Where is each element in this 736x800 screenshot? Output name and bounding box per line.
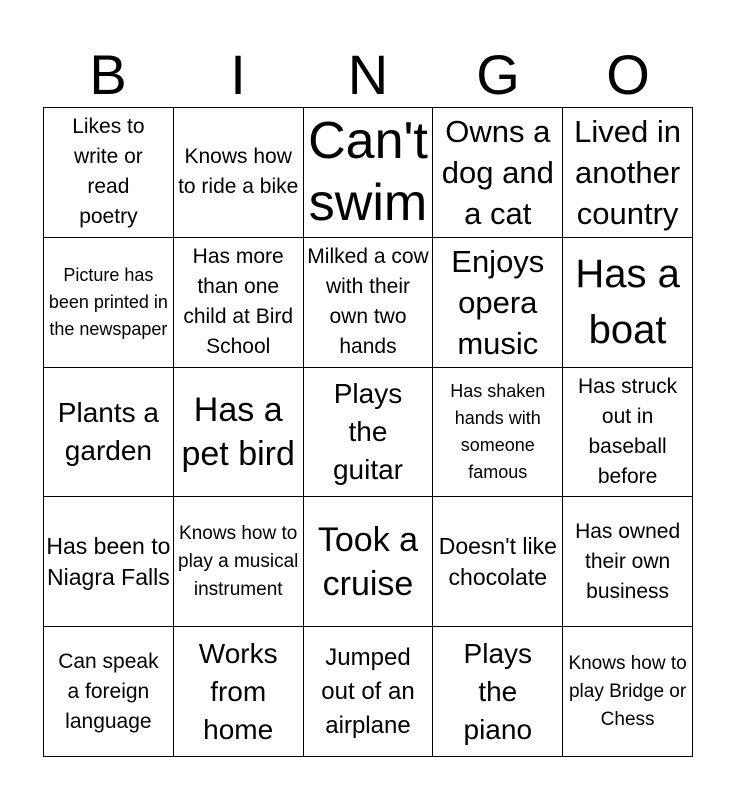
bingo-cell-r2-c5[interactable] bbox=[563, 238, 693, 368]
cell-text: Took a cruise bbox=[317, 520, 419, 603]
header-letter-b: B bbox=[89, 43, 127, 106]
cell-text: Doesn't like chocolate bbox=[438, 532, 557, 590]
header-letter-g: G bbox=[476, 43, 520, 106]
cell-text: Jumped out of an airplane bbox=[321, 643, 415, 739]
bingo-cell-r4-c4[interactable] bbox=[433, 497, 563, 627]
bingo-cell-r1-c2[interactable] bbox=[174, 108, 304, 238]
cell-text: Likes to write or read poetry bbox=[72, 115, 145, 229]
cell-text: Has more than one child at Bird School bbox=[183, 245, 294, 359]
bingo-cell-r5-c5[interactable] bbox=[563, 627, 693, 757]
cell-text: Has a boat bbox=[575, 252, 680, 353]
bingo-cell-r3-c3[interactable] bbox=[304, 368, 434, 498]
bingo-cell-r3-c2[interactable] bbox=[174, 368, 304, 498]
cell-text: Has struck out in baseball before bbox=[578, 374, 678, 488]
cell-text: Owns a dog and a cat bbox=[441, 113, 554, 231]
bingo-cell-r1-c3[interactable] bbox=[304, 108, 434, 238]
bingo-cell-r5-c3[interactable] bbox=[304, 627, 434, 757]
bingo-cell-r1-c4[interactable] bbox=[433, 108, 563, 238]
bingo-cell-r3-c1[interactable] bbox=[44, 368, 174, 498]
header-letter-o: O bbox=[606, 43, 650, 106]
bingo-cell-r4-c2[interactable] bbox=[174, 497, 304, 627]
bingo-cell-r2-c1[interactable] bbox=[44, 238, 174, 368]
bingo-header bbox=[43, 44, 693, 106]
bingo-cell-r5-c4[interactable] bbox=[433, 627, 563, 757]
cell-text: Knows how to play Bridge or Chess bbox=[568, 652, 687, 730]
bingo-cell-r1-c1[interactable] bbox=[44, 108, 174, 238]
header-letter-n: N bbox=[347, 43, 389, 106]
bingo-cell-r3-c5[interactable] bbox=[563, 368, 693, 498]
cell-text: Lived in another country bbox=[574, 113, 682, 231]
bingo-cell-r1-c5[interactable] bbox=[563, 108, 693, 238]
bingo-cell-r5-c1[interactable] bbox=[44, 627, 174, 757]
cell-text: Knows how to ride a bike bbox=[178, 145, 299, 199]
cell-text: Has shaken hands with someone famous bbox=[450, 380, 546, 482]
bingo-cell-r2-c2[interactable] bbox=[174, 238, 304, 368]
cell-text: Enjoys opera music bbox=[451, 243, 545, 361]
cell-text: Has been to Niagra Falls bbox=[46, 532, 171, 590]
cell-text: Plays the guitar bbox=[332, 377, 403, 485]
bingo-cell-r2-c4[interactable] bbox=[433, 238, 563, 368]
cell-text: Has owned their own business bbox=[575, 519, 681, 603]
cell-text: Milked a cow with their own two hands bbox=[307, 245, 429, 359]
bingo-board bbox=[43, 107, 693, 757]
cell-text: Picture has been printed in the newspaper bbox=[48, 264, 168, 339]
cell-text: Plays the piano bbox=[463, 637, 533, 745]
bingo-cell-r5-c2[interactable] bbox=[174, 627, 304, 757]
cell-text: Knows how to play a musical instrument bbox=[178, 522, 299, 600]
cell-text: Can't swim bbox=[308, 112, 428, 233]
cell-text: Has a pet bird bbox=[181, 390, 295, 473]
bingo-cell-r4-c5[interactable] bbox=[563, 497, 693, 627]
cell-text: Works from home bbox=[198, 637, 278, 745]
bingo-cell-r4-c1[interactable] bbox=[44, 497, 174, 627]
bingo-cell-r3-c4[interactable] bbox=[433, 368, 563, 498]
cell-text: Plants a garden bbox=[57, 396, 159, 466]
bingo-cell-r4-c3[interactable] bbox=[304, 497, 434, 627]
cell-text: Can speak a foreign language bbox=[58, 649, 159, 733]
header-letter-i: I bbox=[230, 43, 246, 106]
bingo-cell-r2-c3[interactable] bbox=[304, 238, 434, 368]
